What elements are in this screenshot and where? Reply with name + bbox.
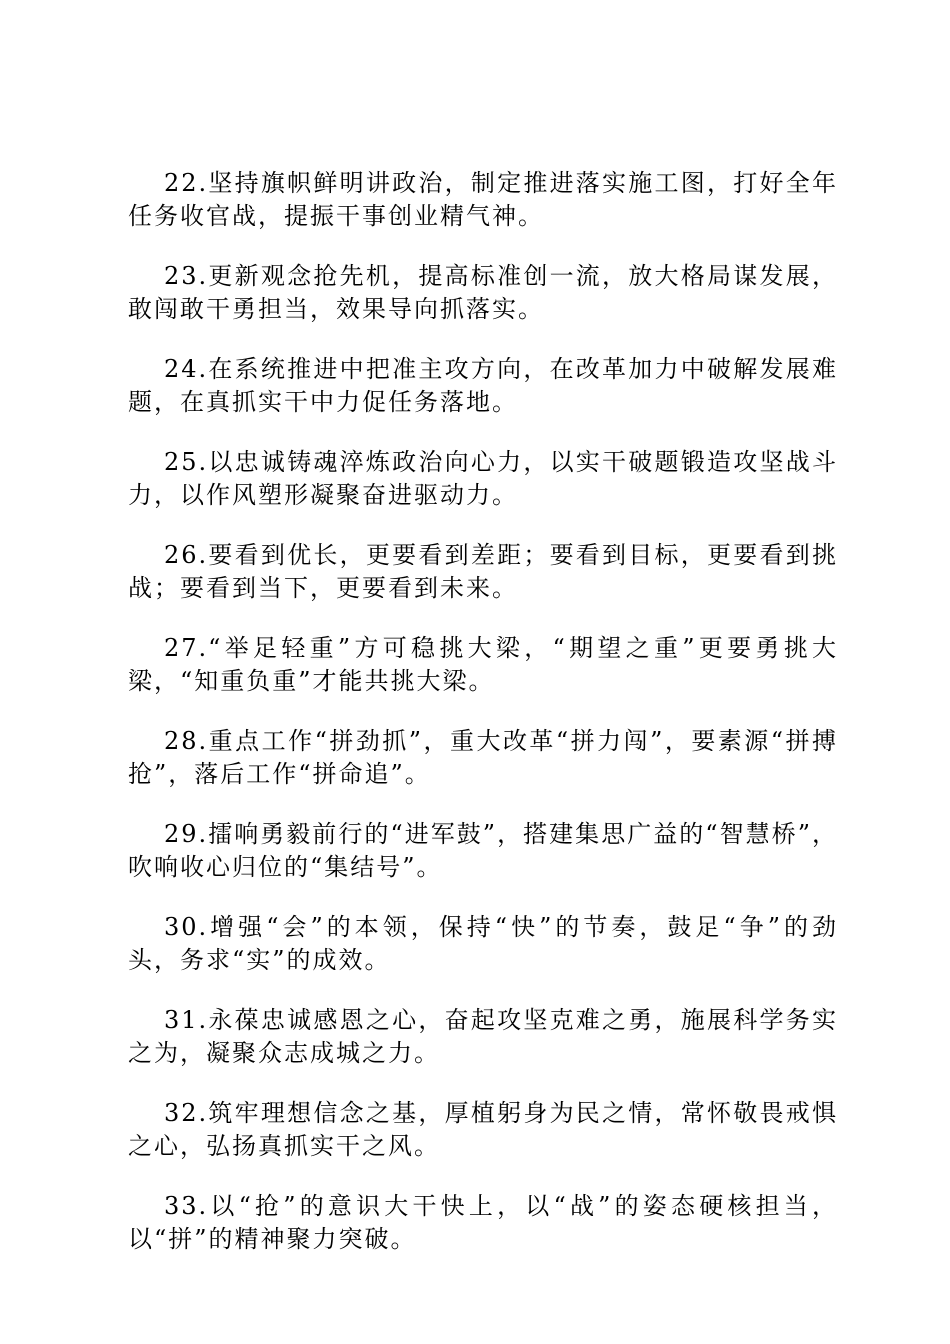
paragraph-27: 27.“举足轻重”方可稳挑大梁，“期望之重”更要勇挑大梁，“知重负重”才能共挑大梁。 [128,634,838,695]
paragraph-24: 24.在系统推进中把准主攻方向，在改革加力中破解发展难题，在真抓实干中力促任务落地。 [128,355,838,416]
paragraph-26: 26.要看到优长，更要看到差距；要看到目标，更要看到挑战；要看到当下，更要看到未来。 [128,541,838,602]
paragraph-32: 32.筑牢理想信念之基，厚植躬身为民之情，常怀敬畏戒惧之心，弘扬真抓实干之风。 [128,1099,838,1160]
paragraph-29: 29.擂响勇毅前行的“进军鼓”，搭建集思广益的“智慧桥”，吹响收心归位的“集结号”。 [128,820,838,881]
paragraph-22: 22.坚持旗帜鲜明讲政治，制定推进落实施工图，打好全年任务收官战，提振干事创业精气神。 [128,169,838,230]
paragraph-31: 31.永葆忠诚感恩之心，奋起攻坚克难之勇，施展科学务实之为，凝聚众志成城之力。 [128,1006,838,1067]
paragraph-30: 30.增强“会”的本领，保持“快”的节奏，鼓足“争”的劲头，务求“实”的成效。 [128,913,838,974]
paragraph-23: 23.更新观念抢先机，提高标准创一流，放大格局谋发展，敢闯敢干勇担当，效果导向抓落实。 [128,262,838,323]
paragraph-28: 28.重点工作“拼劲抓”，重大改革“拼力闯”，要素源“拼搏抢”，落后工作“拼命追”。 [128,727,838,788]
paragraph-25: 25.以忠诚铸魂淬炼政治向心力，以实干破题锻造攻坚战斗力，以作风塑形凝聚奋进驱动力。 [128,448,838,509]
document-body [128,167,838,1283]
paragraph-33: 33.以“抢”的意识大干快上，以“战”的姿态硬核担当，以“拼”的精神聚力突破。 [128,1192,838,1253]
